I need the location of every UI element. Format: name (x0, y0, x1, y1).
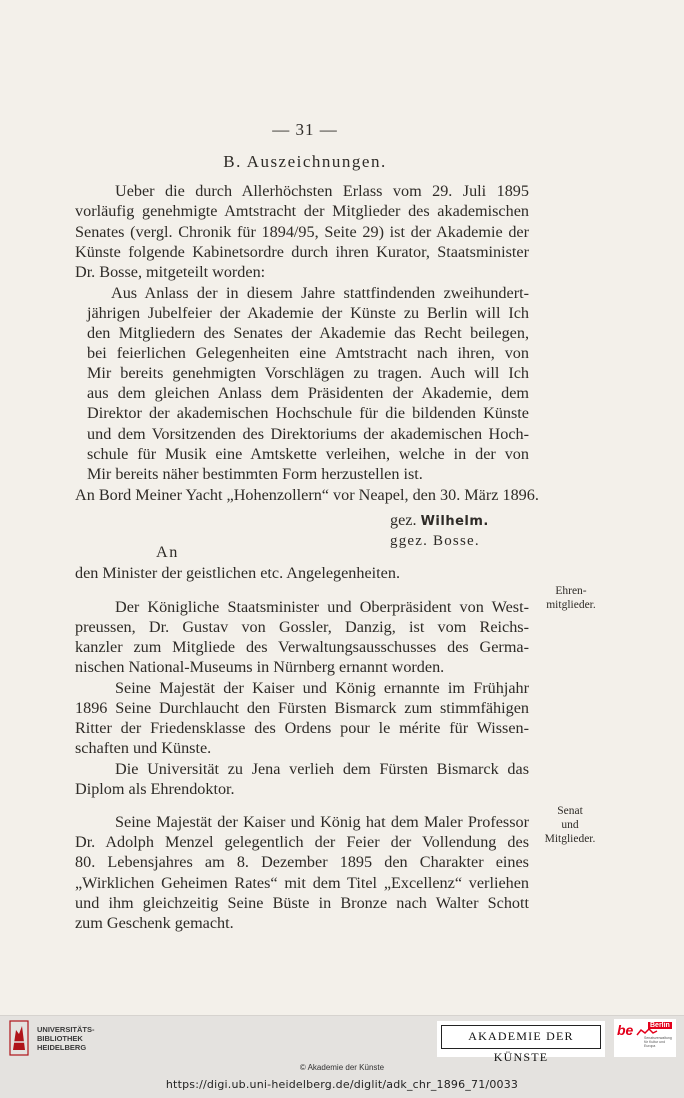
body-line: Diplom als Ehrendoktor. (75, 780, 235, 798)
signature-emperor (390, 510, 489, 532)
berlin-logo-text: Berlin (650, 1022, 670, 1029)
logo-text-line: HEIDELBERG (37, 1043, 87, 1052)
body-line: Direktor der akademischen Hochschule für die bildenden Künste (87, 404, 529, 422)
body-line: Seine Majestät der Kaiser und König hat dem Maler Professor (115, 813, 529, 831)
signature-name: Wilhelm. (420, 514, 489, 529)
copyright-notice: © Akademie der Künste (299, 1063, 385, 1072)
body-line: Seine Majestät der Kaiser und König ernannte im Frühjahr (115, 679, 529, 697)
body-line: 1896 Seine Durchlaucht den Fürsten Bismarck zum stimmfähigen (75, 699, 529, 717)
body-line: Aus Anlass der in diesem Jahre stattfindenden zweihundert- (111, 284, 529, 302)
akademie-logo[interactable] (437, 1021, 605, 1064)
body-line: und dem Vorsitzenden des Direktoriums der akademischen Hoch- (87, 425, 529, 443)
body-line: Ritter der Friedensklasse des Ordens pour le mérite für Wissen- (75, 719, 529, 737)
logo-text-line: BIBLIOTHEK (37, 1034, 83, 1043)
body-line: Künste folgende Kabinetsordre durch ihren Kurator, Staatsminister (75, 243, 529, 261)
body-line: schule für Musik eine Amtskette verleihen, welche in der von (87, 445, 529, 463)
body-line: Dr. Bosse, mitgeteilt worden: (75, 263, 266, 281)
body-line: Die Universität zu Jena verlieh dem Fürsten Bismarck das (115, 760, 529, 778)
source-url-link[interactable]: https://digi.ub.uni-heidelberg.de/diglit/adk_chr_1896_71/0033 (165, 1078, 519, 1091)
margin-note-line: Senat (557, 805, 583, 817)
body-line: kanzler zum Mitgliede des Verwaltungsausschusses des Germa- (75, 638, 529, 656)
body-line: den Mitgliedern des Senates der Akademie das Recht beilegen, (87, 324, 529, 342)
margin-note-line: Ehren- (555, 585, 587, 597)
margin-note-line: Mitglieder. (544, 833, 596, 845)
heidelberg-lion-logo-icon[interactable] (9, 1020, 29, 1056)
margin-note-line: mitglieder. (546, 599, 596, 611)
body-line: und ihm gleichzeitig Seine Büste in Bronze nach Walter Schott (75, 894, 529, 912)
margin-note-line: und (561, 819, 579, 831)
body-line: bei feierlichen Gelegenheiten eine Amtstracht nach ihren, von (87, 344, 529, 362)
body-line: Der Königliche Staatsminister und Oberpräsident von West- (115, 598, 529, 616)
senat-small-text: Senatsverwaltung für Kultur und Europa (644, 1036, 672, 1048)
body-line: jährigen Jubelfeier der Akademie der Künste zu Berlin will Ich (87, 304, 529, 322)
body-line: aus dem gleichen Anlass dem Präsidenten der Akademie, dem (87, 384, 529, 402)
body-line: Ueber die durch Allerhöchsten Erlass vom 29. Juli 1895 (115, 182, 529, 200)
body-line: An Bord Meiner Yacht „Hohenzollern“ vor Neapel, den 30. März 1896. (75, 486, 539, 504)
body-line: den Minister der geistlichen etc. Angelegenheiten. (75, 564, 400, 582)
addressee-an: An (156, 543, 179, 561)
akademie-logo-text: AKADEMIE DER KÜNSTE (441, 1025, 601, 1049)
body-line: Mir bereits näher bestimmten Form herzustellen ist. (87, 465, 423, 483)
page-number: — 31 — (272, 120, 338, 139)
body-line: „Wirklichen Geheimen Rates“ mit dem Titel „Excellenz“ verliehen (75, 874, 529, 892)
logo-text-line: UNIVERSITÄTS- (37, 1025, 95, 1034)
body-line: schaften und Künste. (75, 739, 212, 757)
margin-note-senat (539, 804, 601, 846)
body-line: vorläufig genehmigte Amtstracht der Mitglieder des akademischen (75, 202, 529, 220)
body-line: Dr. Adolph Menzel gelegentlich der Feier der Vollendung des (75, 833, 529, 851)
countersignature: ggez. Bosse. (390, 533, 480, 549)
body-line: Senates (vergl. Chronik für 1894/95, Seite 29) ist der Akademie der (75, 223, 529, 241)
body-line: zum Geschenk gemacht. (75, 914, 234, 932)
margin-note-ehrenmitglieder (541, 584, 601, 612)
body-line: preussen, Dr. Gustav von Gossler, Danzig, ist vom Reichs- (75, 618, 529, 636)
university-library-logo-text[interactable] (37, 1025, 95, 1052)
be-logo-text: be (617, 1022, 634, 1038)
body-line: 80. Lebensjahres am 8. Dezember 1895 den Charakter eines (75, 853, 529, 871)
body-line: nischen National-Museums in Nürnberg ernannt worden. (75, 658, 445, 676)
signature-prefix: gez. (390, 511, 417, 529)
body-line: Mir bereits genehmigten Vorschlägen zu tragen. Auch will Ich (87, 364, 529, 382)
berlin-senat-logo[interactable] (614, 1019, 676, 1057)
section-heading: B. Auszeichnungen. (223, 152, 387, 171)
